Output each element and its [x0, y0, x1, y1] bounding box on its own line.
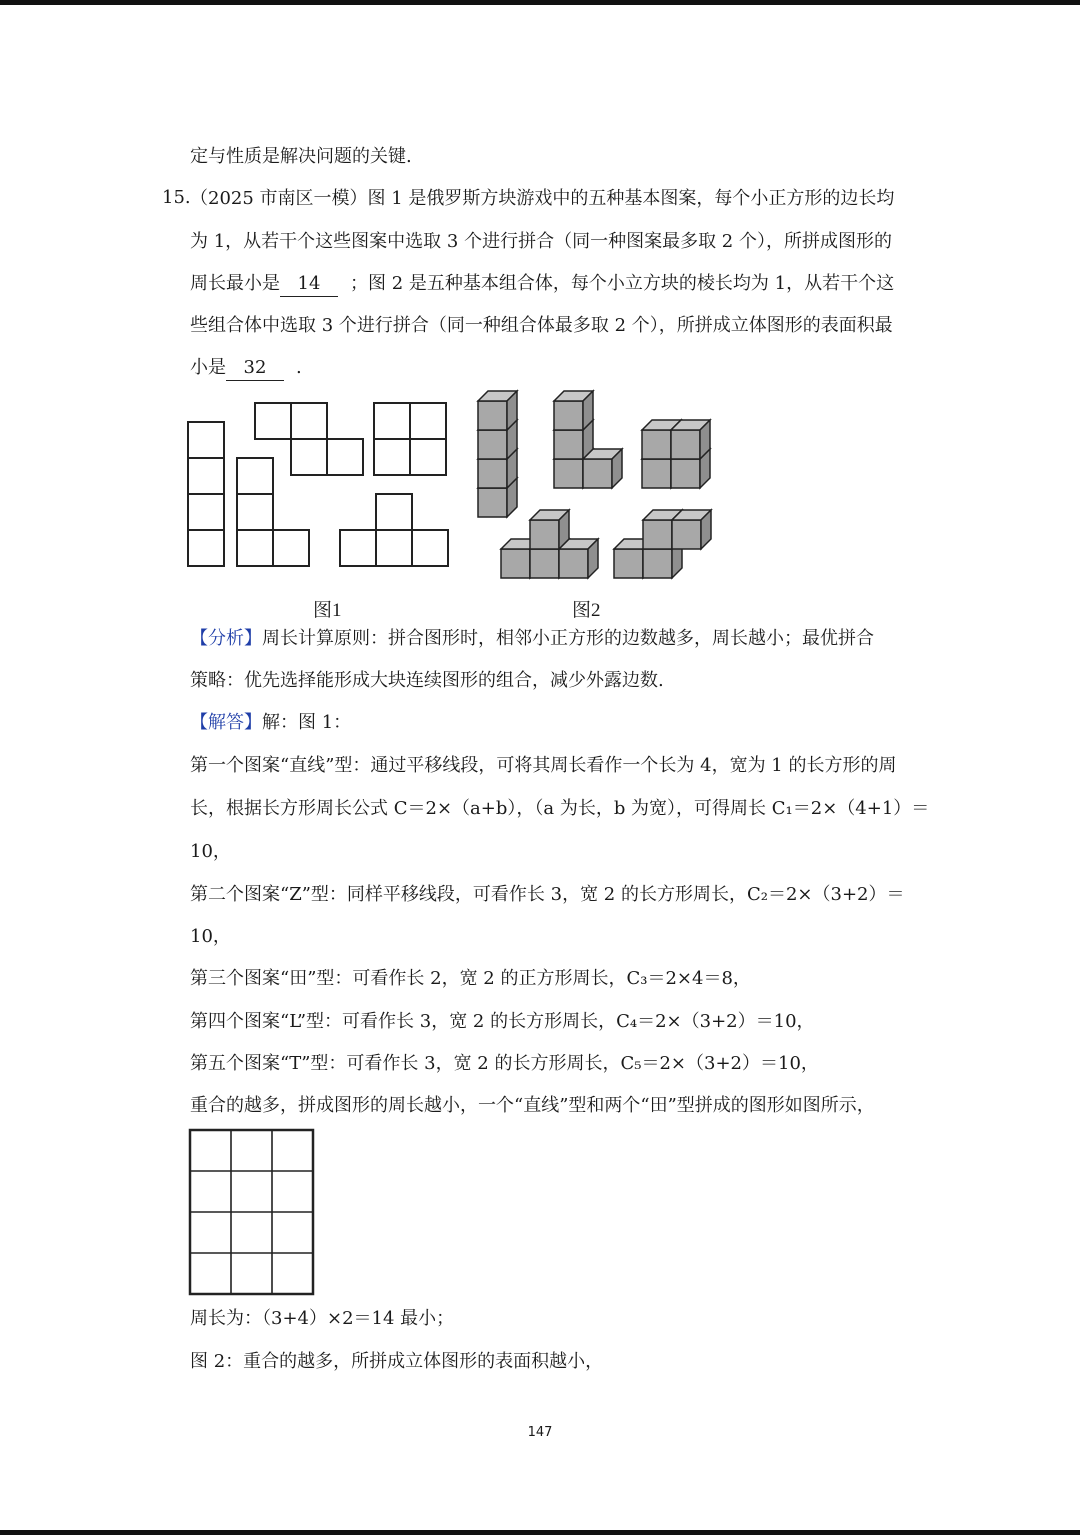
combined-grid: [190, 1130, 313, 1294]
figure-1-label: 图1: [313, 600, 342, 621]
analysis-tag: 【分析】: [190, 628, 262, 649]
figure-2-label: 图2: [572, 600, 601, 621]
solution-line: 第二个图案“Z”型：同样平移线段，可看作长 3，宽 2 的长方形周长，C₂＝2×（3+2）＝: [190, 884, 905, 905]
question-line-4: 些组合体中选取 3 个进行拼合（同一种组合体最多取 2 个），所拼成立体图形的表面积最: [190, 315, 893, 336]
bottom-border: [0, 1530, 1080, 1535]
solution-line: 长，根据长方形周长公式 C＝2×（a+b），（a 为长，b 为宽），可得周长 C₁＝2×（4+1）＝: [190, 798, 930, 819]
solution-line: 第四个图案“L”型：可看作长 3，宽 2 的长方形周长，C₄＝2×（3+2）＝10，: [190, 1011, 815, 1032]
figure-2-line: 图 2：重合的越多，所拼成立体图形的表面积越小，: [190, 1351, 604, 1372]
solution-line: 10，: [190, 841, 231, 862]
solution-line: 重合的越多，拼成图形的周长越小，一个“直线”型和两个“田”型拼成的图形如图所示，: [190, 1095, 875, 1116]
analysis-line-2: 策略：优先选择能形成大块连续图形的组合，减少外露边数.: [190, 670, 664, 691]
analysis-text-1: 周长计算原则：拼合图形时，相邻小正方形的边数越多，周长越小；最优拼合: [262, 628, 874, 649]
question-line-2: 为 1，从若干个这些图案中选取 3 个进行拼合（同一种图案最多取 2 个），所拼成图形的: [190, 231, 892, 252]
page-number: 147: [527, 1425, 553, 1440]
question-line-3-pre: 周长最小是: [190, 273, 280, 294]
answer-1: 14: [280, 272, 338, 297]
solution-intro: 解：图 1：: [262, 712, 352, 733]
answer-2: 32: [226, 356, 284, 381]
perimeter-line: 周长为：（3+4）×2＝14 最小；: [190, 1308, 455, 1329]
solution-line: 第五个图案“T”型：可看作长 3，宽 2 的长方形周长，C₅＝2×（3+2）＝10，: [190, 1053, 819, 1074]
question-line-1: （2025 市南区一模）图 1 是俄罗斯方块游戏中的五种基本图案，每个小正方形的边长均: [190, 188, 895, 209]
solution-line: 第三个图案“田”型：可看作长 2，宽 2 的正方形周长，C₃＝2×4＝8，: [190, 968, 751, 989]
solution-tag: 【解答】: [190, 712, 262, 733]
question-line-3-post: ；图 2 是五种基本组合体，每个小立方块的棱长均为 1，从若干个这: [350, 273, 895, 294]
header-line: 定与性质是解决问题的关键.: [190, 146, 412, 167]
solution-line: 10，: [190, 926, 231, 947]
question-line-5-post: .: [296, 357, 302, 378]
solution-line: 第一个图案“直线”型：通过平移线段，可将其周长看作一个长为 4，宽为 1 的长方形的周: [190, 755, 897, 776]
question-line-5-pre: 小是: [190, 357, 226, 378]
question-number: 15.: [162, 187, 191, 208]
